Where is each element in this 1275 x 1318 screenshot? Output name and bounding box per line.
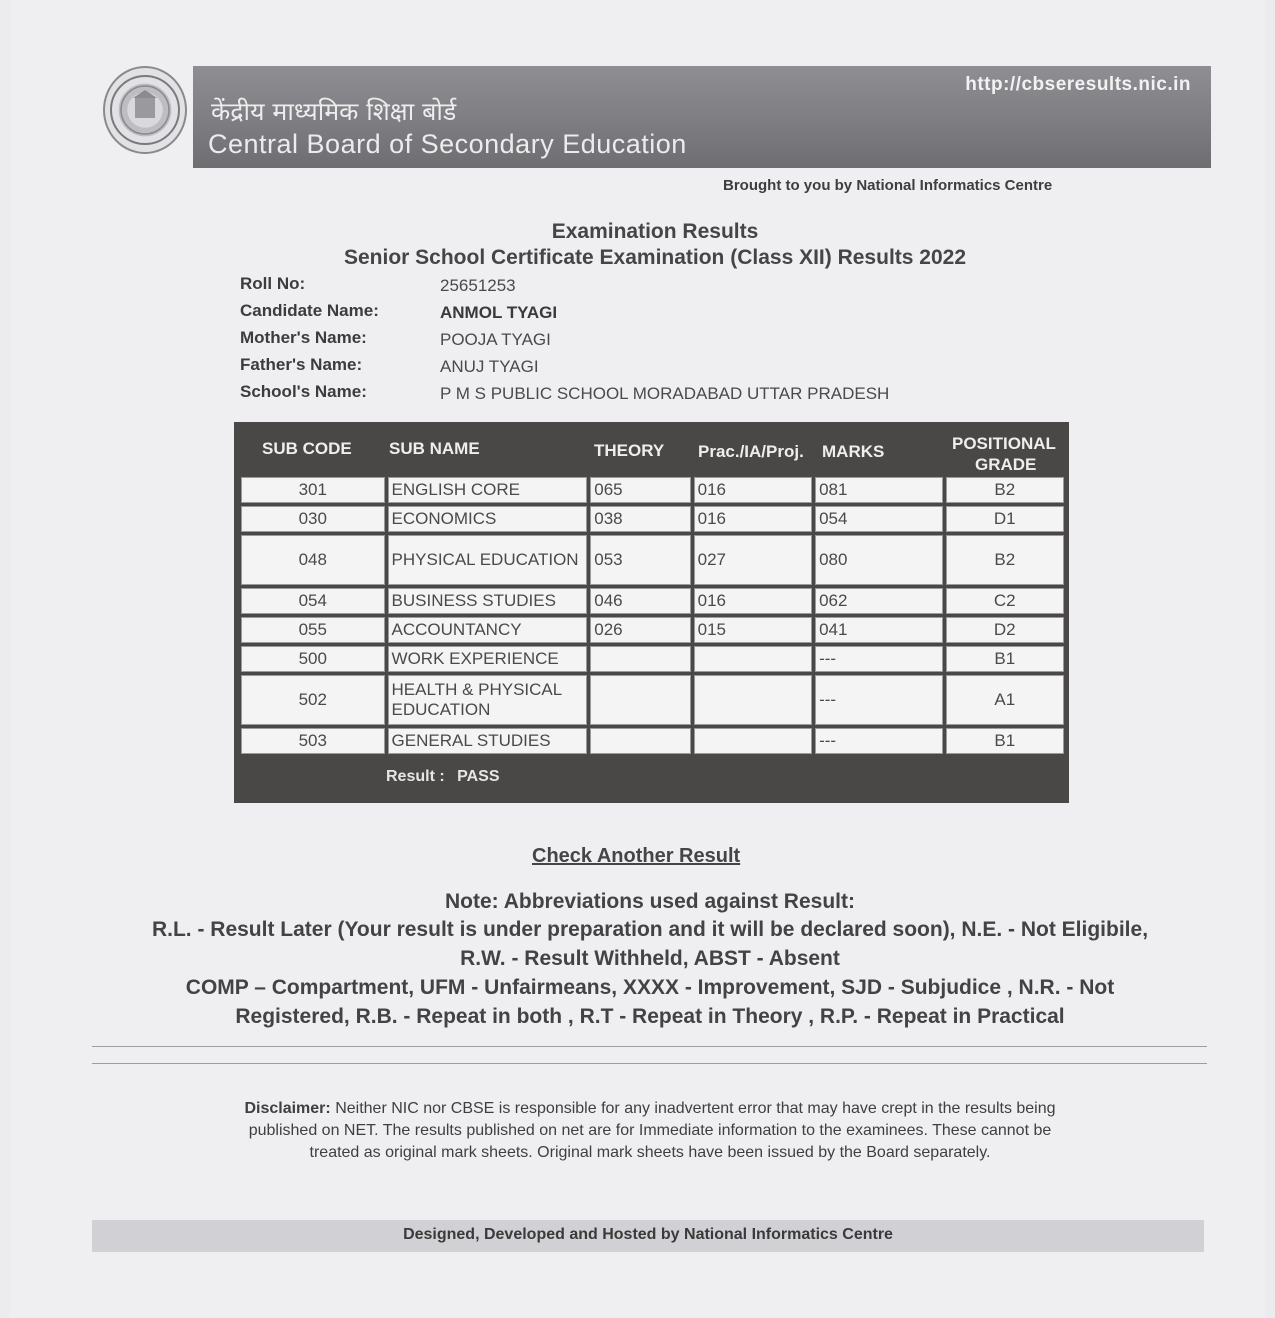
marks-grid bbox=[238, 474, 1067, 757]
candidate-name-value: ANMOL TYAGI bbox=[440, 303, 558, 322]
note-line-2: R.W. - Result Withheld, ABST - Absent bbox=[460, 947, 840, 970]
prac-cell bbox=[694, 675, 812, 725]
theory-cell: 065 bbox=[590, 477, 690, 503]
prac-cell: 016 bbox=[694, 506, 812, 532]
col-grade-line1: POSITIONAL bbox=[952, 434, 1056, 453]
marks-cell: --- bbox=[815, 646, 942, 672]
site-url-link[interactable]: http://cbseresults.nic.in bbox=[965, 74, 1191, 95]
mother-name-label: Mother's Name: bbox=[240, 328, 367, 347]
prac-cell: 027 bbox=[694, 535, 812, 585]
table-row bbox=[241, 646, 1064, 672]
sub-code-cell: 030 bbox=[241, 506, 385, 532]
sub-name-cell: BUSINESS STUDIES bbox=[388, 588, 588, 614]
prac-cell: 016 bbox=[694, 477, 812, 503]
disclaimer bbox=[230, 1098, 1070, 1164]
note-line-4: Registered, R.B. - Repeat in both , R.T - Repeat in Theory , R.P. - Repeat in Practical bbox=[235, 1005, 1065, 1028]
sub-code-cell: 502 bbox=[241, 675, 385, 725]
sub-code-cell: 301 bbox=[241, 477, 385, 503]
sub-name-cell: ENGLISH CORE bbox=[388, 477, 588, 503]
table-row bbox=[241, 675, 1064, 725]
theory-cell: 038 bbox=[590, 506, 690, 532]
col-sub-code: SUB CODE bbox=[262, 439, 352, 458]
marks-cell: --- bbox=[815, 728, 942, 754]
sub-code-cell: 055 bbox=[241, 617, 385, 643]
cbse-emblem-icon bbox=[103, 66, 187, 154]
school-name-label: School's Name: bbox=[240, 382, 367, 401]
theory-cell bbox=[590, 728, 690, 754]
sub-name-cell: GENERAL STUDIES bbox=[388, 728, 588, 754]
father-name-value: ANUJ TYAGI bbox=[440, 357, 539, 376]
grade-cell: B2 bbox=[946, 535, 1064, 585]
table-row bbox=[241, 588, 1064, 614]
theory-cell bbox=[590, 646, 690, 672]
col-theory: THEORY bbox=[594, 441, 665, 460]
col-marks: MARKS bbox=[822, 442, 885, 461]
board-name-english: Central Board of Secondary Education bbox=[208, 129, 687, 159]
footer: Designed, Developed and Hosted by National Informatics Centre bbox=[92, 1220, 1204, 1252]
roll-value: 25651253 bbox=[440, 276, 516, 295]
theory-cell: 026 bbox=[590, 617, 690, 643]
result-bar bbox=[386, 768, 500, 786]
grade-cell: B2 bbox=[946, 477, 1064, 503]
check-another-result-link[interactable]: Check Another Result bbox=[532, 845, 741, 867]
table-row bbox=[241, 477, 1064, 503]
theory-cell bbox=[590, 675, 690, 725]
roll-label: Roll No: bbox=[240, 274, 306, 293]
sub-code-cell: 054 bbox=[241, 588, 385, 614]
marks-cell: 041 bbox=[815, 617, 942, 643]
col-grade-line2: GRADE bbox=[975, 455, 1037, 474]
header-banner bbox=[193, 66, 1211, 168]
table-row bbox=[241, 535, 1064, 585]
note-line-1: R.L. - Result Later (Your result is under preparation and it will be declared soon), N.E. - Not Eligibile, bbox=[151, 918, 1149, 941]
school-name-value: P M S PUBLIC SCHOOL MORADABAD UTTAR PRADESH bbox=[440, 384, 890, 403]
brought-by-text: Brought to you by National Informatics Centre bbox=[723, 177, 1053, 194]
sub-code-cell: 048 bbox=[241, 535, 385, 585]
note-line-3: COMP – Compartment, UFM - Unfairmeans, XXXX - Improvement, SJD - Subjudice , N.R. - Not bbox=[185, 976, 1115, 999]
marks-cell: 054 bbox=[815, 506, 942, 532]
sub-name-cell: PHYSICAL EDUCATION bbox=[388, 535, 588, 585]
sub-code-cell: 503 bbox=[241, 728, 385, 754]
grade-cell: D1 bbox=[946, 506, 1064, 532]
exam-title: Senior School Certificate Examination (Class XII) Results 2022 bbox=[343, 246, 967, 269]
mother-name-value: POOJA TYAGI bbox=[440, 330, 551, 349]
result-label: Result : bbox=[386, 768, 445, 785]
disclaimer-text: Neither NIC nor CBSE is responsible for any inadvertent error that may have crept in the results being published on NET. The results published on net are for Immediate information to the examinees. These cannot be treated as original mark sheets. Original mark sheets have been issued by the Board separately. bbox=[248, 1100, 1056, 1161]
sub-code-cell: 500 bbox=[241, 646, 385, 672]
result-value: PASS bbox=[457, 768, 500, 785]
table-row bbox=[241, 728, 1064, 754]
candidate-name-label: Candidate Name: bbox=[240, 301, 379, 320]
col-prac: Prac./IA/Proj. bbox=[698, 442, 804, 461]
grade-cell: A1 bbox=[946, 675, 1064, 725]
sub-name-cell: ECONOMICS bbox=[388, 506, 588, 532]
note-heading: Note: Abbreviations used against Result: bbox=[445, 890, 855, 913]
prac-cell bbox=[694, 646, 812, 672]
sub-name-cell: ACCOUNTANCY bbox=[388, 617, 588, 643]
grade-cell: D2 bbox=[946, 617, 1064, 643]
sub-name-cell: HEALTH & PHYSICAL EDUCATION bbox=[388, 675, 588, 725]
marks-cell: --- bbox=[815, 675, 942, 725]
grade-cell: C2 bbox=[946, 588, 1064, 614]
page-title: Examination Results bbox=[551, 220, 759, 243]
board-name-hindi: केंद्रीय माध्यमिक शिक्षा बोर्ड bbox=[211, 97, 457, 126]
table-row bbox=[241, 617, 1064, 643]
marks-table bbox=[234, 422, 1069, 803]
col-sub-name: SUB NAME bbox=[389, 439, 480, 458]
table-header bbox=[234, 422, 1069, 474]
disclaimer-label: Disclaimer: bbox=[244, 1100, 331, 1117]
prac-cell: 016 bbox=[694, 588, 812, 614]
prac-cell bbox=[694, 728, 812, 754]
father-name-label: Father's Name: bbox=[240, 355, 363, 374]
table-row bbox=[241, 506, 1064, 532]
divider bbox=[92, 1046, 1207, 1047]
grade-cell: B1 bbox=[946, 646, 1064, 672]
theory-cell: 046 bbox=[590, 588, 690, 614]
divider bbox=[92, 1063, 1207, 1064]
sub-name-cell: WORK EXPERIENCE bbox=[388, 646, 588, 672]
marks-cell: 080 bbox=[815, 535, 942, 585]
marks-cell: 081 bbox=[815, 477, 942, 503]
theory-cell: 053 bbox=[590, 535, 690, 585]
marks-cell: 062 bbox=[815, 588, 942, 614]
prac-cell: 015 bbox=[694, 617, 812, 643]
grade-cell: B1 bbox=[946, 728, 1064, 754]
